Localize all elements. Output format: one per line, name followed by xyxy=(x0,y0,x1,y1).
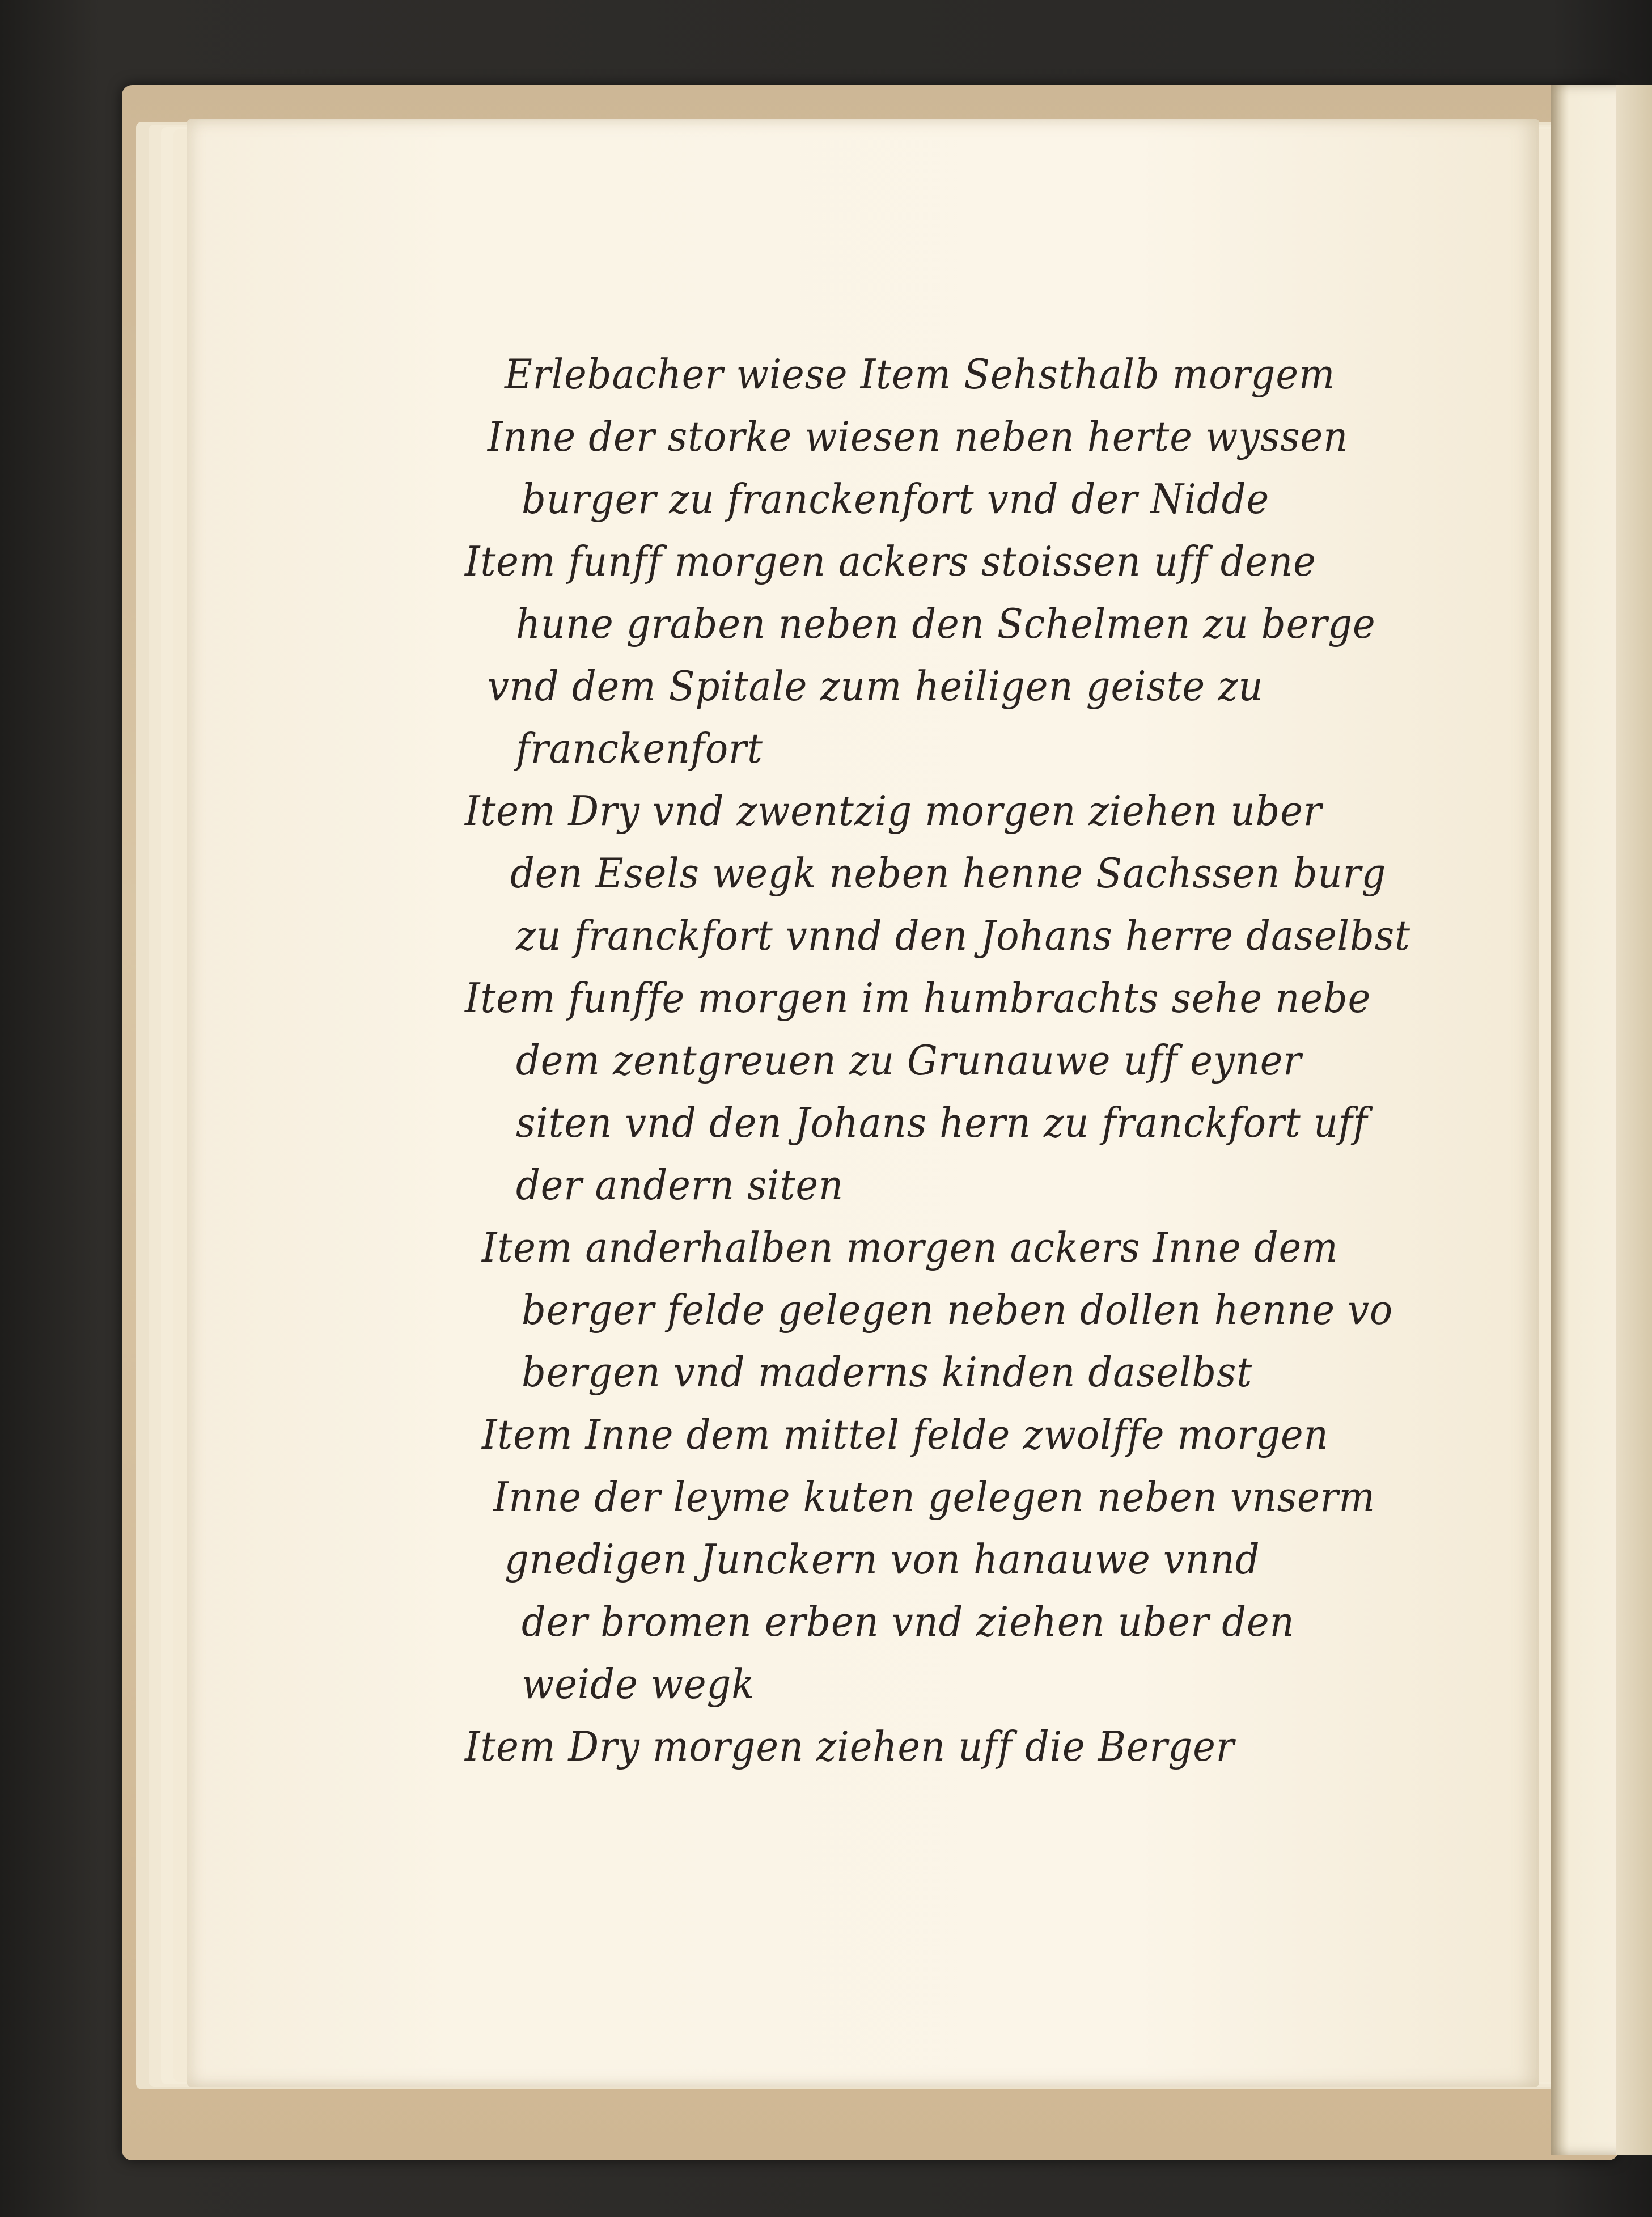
manuscript-line: burger zu franckenfort vnd der Nidde xyxy=(522,475,1270,523)
manuscript-line: siten vnd den Johans hern zu franckfort uff xyxy=(516,1099,1368,1146)
manuscript-line: dem zentgreuen zu Grunauwe uff eyner xyxy=(516,1036,1302,1084)
manuscript-line: Item funff morgen ackers stoissen uff dene xyxy=(465,538,1316,585)
manuscript-line: berger felde gelegen neben dollen henne vo xyxy=(522,1286,1393,1334)
manuscript-line: bergen vnd maderns kinden daselbst xyxy=(522,1348,1253,1396)
manuscript-line: Item Dry morgen ziehen uff die Berger xyxy=(465,1723,1235,1770)
manuscript-line: den Esels wegk neben henne Sachssen burg xyxy=(510,849,1387,897)
manuscript-line: weide wegk xyxy=(522,1660,755,1708)
manuscript-line: zu franckfort vnnd den Johans herre daselbst xyxy=(516,912,1410,959)
manuscript-line: Item Inne dem mittel felde zwolffe morgen xyxy=(482,1411,1329,1458)
manuscript-line: vnd dem Spitale zum heiligen geiste zu xyxy=(488,662,1264,710)
manuscript-line: hune graben neben den Schelmen zu berge xyxy=(516,600,1376,648)
manuscript-line: Item anderhalben morgen ackers Inne dem xyxy=(482,1224,1338,1271)
manuscript-line: Erlebacher wiese Item Sehsthalb morgem xyxy=(505,350,1336,398)
manuscript-line: der bromen erben vnd ziehen uber den xyxy=(522,1598,1295,1645)
manuscript-line: franckenfort xyxy=(516,725,763,772)
manuscript-line: Item Dry vnd zwentzig morgen ziehen uber xyxy=(465,787,1322,835)
manuscript-line: Item funffe morgen im humbrachts sehe nebe xyxy=(465,974,1371,1022)
manuscript-line: gnedigen Junckern von hanauwe vnnd xyxy=(505,1535,1260,1583)
facing-page-edge xyxy=(1551,85,1624,2155)
facing-page-margin xyxy=(1616,85,1652,2155)
manuscript-line: Inne der leyme kuten gelegen neben vnserm xyxy=(493,1473,1375,1521)
manuscript-line: Inne der storke wiesen neben herte wyssen xyxy=(488,413,1349,460)
manuscript-line: der andern siten xyxy=(516,1161,844,1209)
